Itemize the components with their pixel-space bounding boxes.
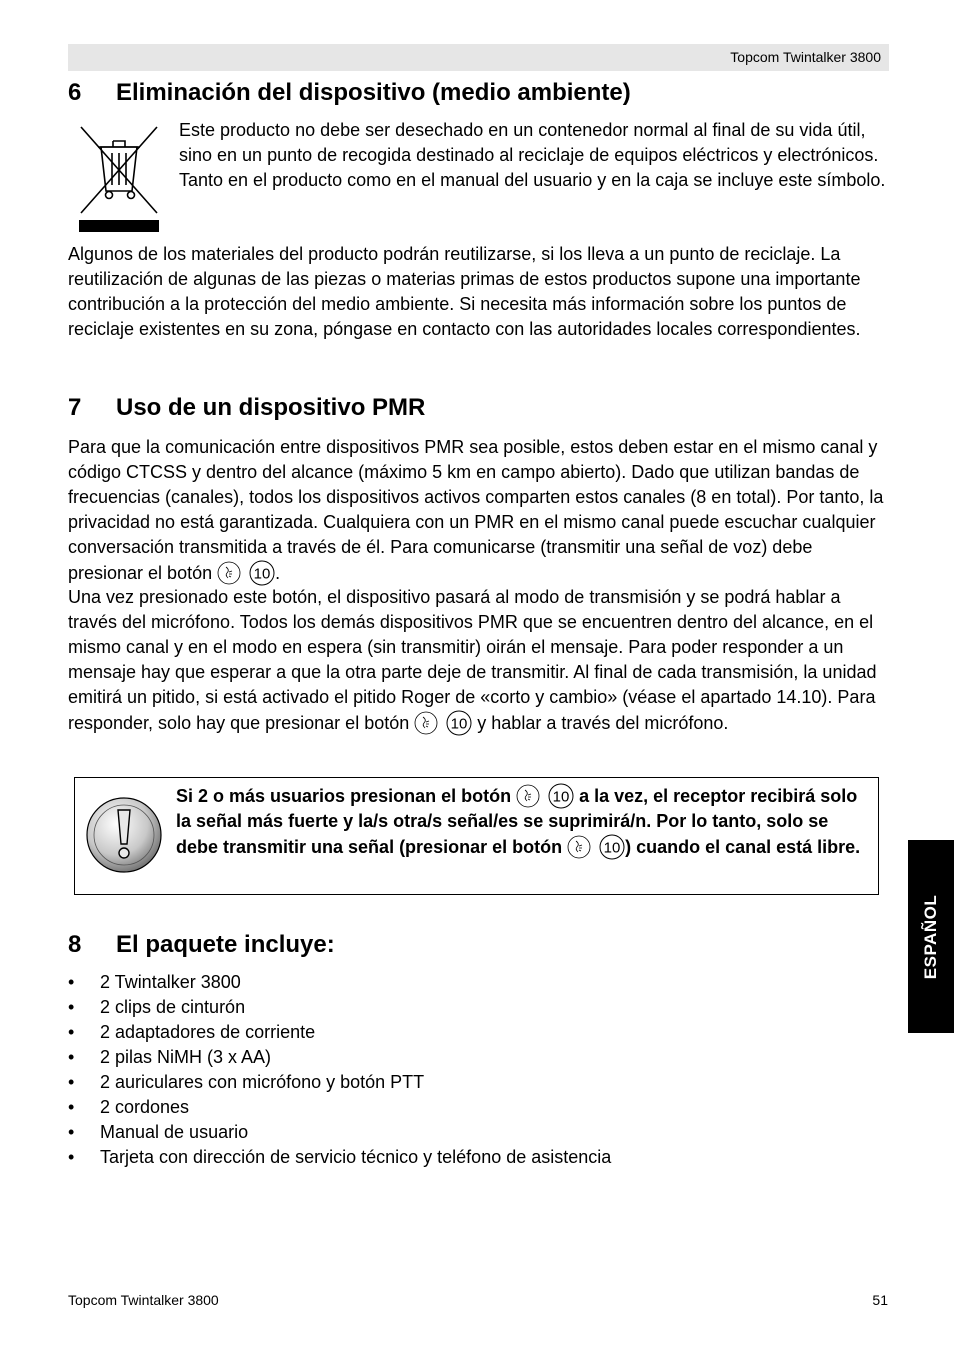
section-7-paragraph-2: [68, 585, 890, 736]
list-item: • Manual de usuario: [68, 1120, 611, 1145]
section-7-paragraph-1: [68, 435, 890, 586]
talk-button-reference: [516, 783, 574, 809]
paragraph-end: .: [275, 563, 281, 583]
paragraph-text: Para que la comunicación entre dispositivos PMR sea posible, estos deben estar en el mismo canal y código CTCSS y dentro del alcance (máximo 5 km en campo abierto). Dado que utilizan bandas de frecuencias (canales), todos los dispositivos activos comparten estos canales (8 en total). Por tanto, la privacidad no está garantizada. Cualquiera con un PMR en el mismo canal puede escuchar cualquier conversación transmitida a través de él. Para comunicarse (transmitir una señal de voz) debe presionar el botón: [68, 437, 884, 583]
section-7-heading: [68, 394, 425, 422]
button-number: 10: [450, 715, 468, 733]
language-tab: [908, 840, 954, 1033]
talk-button-icon: [516, 784, 540, 808]
page-number: 51: [872, 1292, 888, 1308]
circled-number-icon: [599, 834, 625, 860]
list-item: • 2 adaptadores de corriente: [68, 1020, 611, 1045]
talk-button-icon: [217, 561, 241, 585]
section-8-heading: [68, 931, 335, 959]
talk-button-reference: [414, 710, 472, 736]
button-number: 10: [603, 839, 621, 857]
crossed-bin-icon: [79, 125, 159, 233]
list-item: • 2 clips de cinturón: [68, 995, 611, 1020]
package-contents-list: [68, 970, 611, 1170]
list-item: • 2 cordones: [68, 1095, 611, 1120]
circled-number-icon: [548, 783, 574, 809]
warning-box: [74, 777, 879, 895]
warning-text-part-1: Si 2 o más usuarios presionan el botón: [176, 786, 512, 806]
section-title: Eliminación del dispositivo (medio ambiente): [116, 79, 631, 106]
list-item: • 2 Twintalker 3800: [68, 970, 611, 995]
section-title: Uso de un dispositivo PMR: [116, 394, 426, 421]
page-header: [68, 44, 889, 71]
warning-text: [176, 783, 872, 860]
list-item: • 2 pilas NiMH (3 x AA): [68, 1045, 611, 1070]
button-number: 10: [552, 788, 570, 806]
header-title: Topcom Twintalker 3800: [730, 49, 881, 65]
paragraph-text: Una vez presionado este botón, el dispositivo pasará al modo de transmisión y se podrá hablar a través del micrófono. Todos los demás dispositivos PMR que se encuentren dentro del alcance, en el mismo canal y en el modo en espera (sin transmitir) oirán el mensaje. Para poder responder a un mensaje hay que esperar a que la otra parte deje de transmitir. Al final de cada transmisión, la unidad emitirá un pitido, si está activado el pitido Roger de «corto y cambio» (véase el apartado 14.10). Para responder, solo hay que presionar el botón: [68, 587, 877, 733]
section-6-intro: Este producto no debe ser desechado en un contenedor normal al final de su vida útil, sino en un punto de recogida destinado al reciclaje de equipos eléctricos y electrónicos. Tanto en el producto como en el manual del usuario y en la caja se incluye este símbolo.: [179, 120, 886, 190]
talk-button-icon: [567, 835, 591, 859]
circled-number-icon: [446, 710, 472, 736]
footer-title: Topcom Twintalker 3800: [68, 1292, 219, 1308]
warning-text-part-2: a la vez, el receptor recibirá solo la señal más fuerte y la/s otra/s señal/es se suprimirá/n. Por lo tanto, solo se debe transmitir una señal (presionar el botón: [176, 786, 858, 857]
section-6-body: Algunos de los materiales del producto podrán reutilizarse, si los lleva a un punto de reciclaje. La reutilización de algunas de las piezas o materias primas de estos productos supone una importante contribución a la protección del medio ambiente. Si necesita más información sobre los puntos de reciclaje existentes en su zona, póngase en contacto con las autoridades locales correspondientes.: [68, 244, 861, 339]
talk-button-reference: [567, 834, 625, 860]
section-title: El paquete incluye:: [116, 931, 335, 958]
section-number: 8: [68, 931, 82, 958]
talk-button-icon: [414, 711, 438, 735]
section-number: 7: [68, 394, 82, 421]
list-item: • Tarjeta con dirección de servicio técnico y teléfono de asistencia: [68, 1145, 611, 1170]
button-number: 10: [253, 565, 271, 583]
circled-number-icon: [249, 560, 275, 586]
language-tab-label: ESPAÑOL: [921, 894, 940, 979]
section-number: 6: [68, 79, 82, 106]
exclamation-icon: [85, 796, 163, 874]
warning-text-part-3: ) cuando el canal está libre.: [625, 837, 861, 857]
section-6-heading: [68, 79, 631, 107]
list-item: • 2 auriculares con micrófono y botón PTT: [68, 1070, 611, 1095]
paragraph-end: y hablar a través del micrófono.: [477, 713, 729, 733]
talk-button-reference: [217, 560, 275, 586]
